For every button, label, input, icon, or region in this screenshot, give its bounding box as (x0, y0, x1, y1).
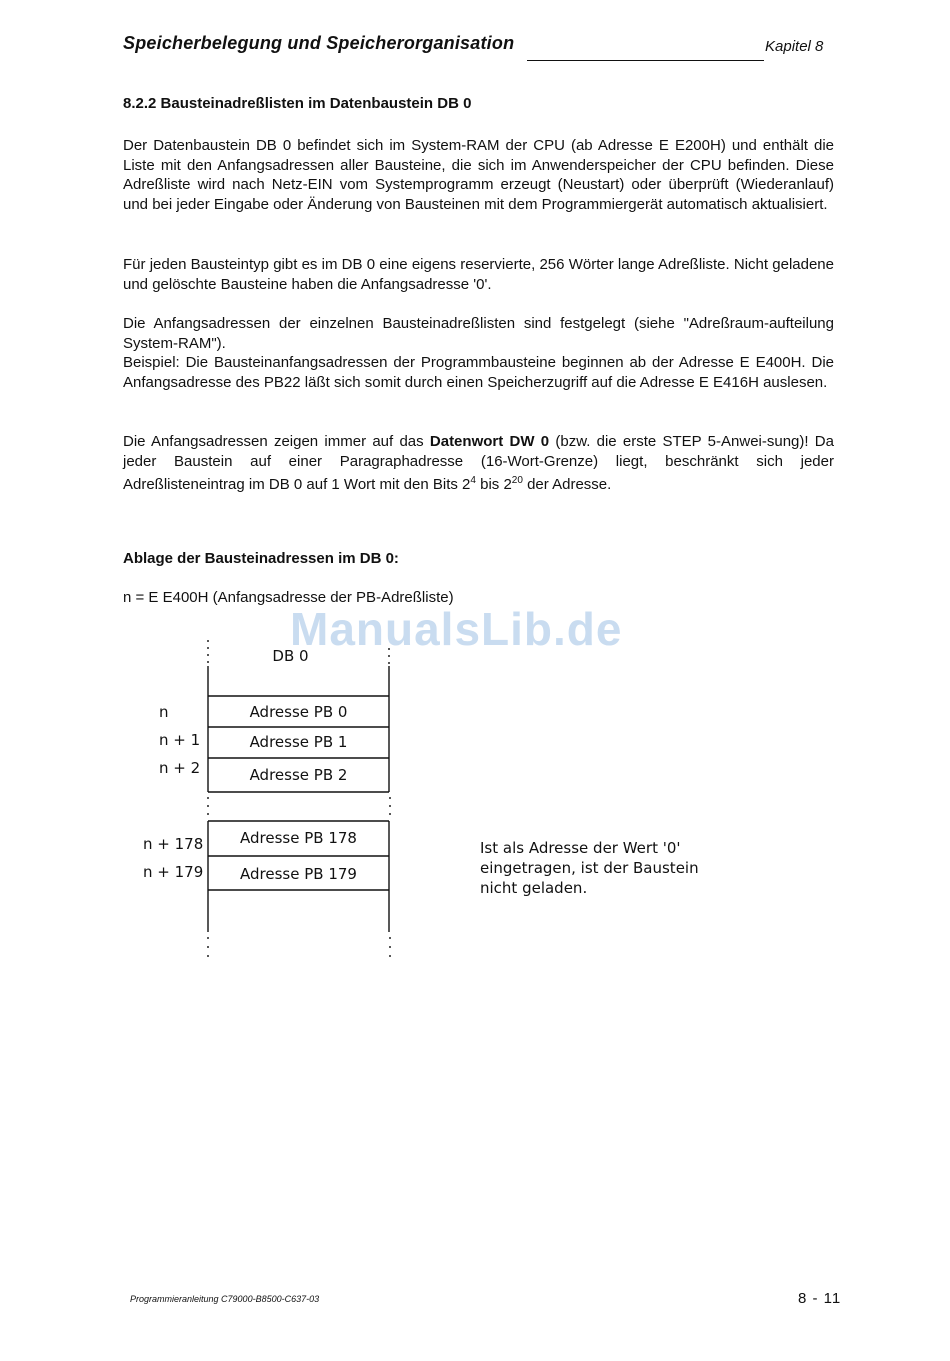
row-label-n179: n + 179 (143, 863, 204, 881)
p4-bold: Datenwort DW 0 (429, 433, 550, 450)
header-title: Speicherbelegung und Speicherorganisation (123, 33, 515, 53)
sub-heading: Ablage der Bausteinadressen im DB 0: (123, 550, 399, 567)
paragraph-1-text: Der Datenbaustein DB 0 befindet sich im System-RAM der CPU (ab Adresse E E200H) und enthält die Liste mit den Anfangsadressen aller Bausteine, die sich im Anwenderspeicher der CPU befinden. Diese Adreßliste wird nach Netz-EIN vom Systemprogramm erzeugt (Neustart) oder überprüft (Wiederanlauf) und bei jeder Eingabe oder Änderung von Bausteinen mit dem Programmiergerät automatisch aktualisiert. (123, 137, 834, 213)
p4-post: der Adresse. (522, 476, 612, 494)
p4-pre: Die Anfangsadressen zeigen immer auf das (123, 433, 430, 450)
row-label-n178: n + 178 (143, 835, 204, 853)
cell-pb179: Adresse PB 179 (240, 865, 357, 883)
watermark: ManualsLib.de (290, 603, 623, 655)
footer-document: Programmieranleitung C79000-B8500-C637-03 (130, 1294, 320, 1304)
cell-pb178: Adresse PB 178 (240, 829, 357, 847)
diagram-note (480, 838, 710, 898)
note-line-3: nicht geladen. (480, 879, 588, 897)
cell-pb1: Adresse PB 1 (249, 733, 348, 751)
row-label-n2: n + 2 (159, 759, 201, 777)
cell-pb0: Adresse PB 0 (249, 703, 348, 721)
paragraph-2-text: Für jeden Bausteintyp gibt es im DB 0 eine eigens reservierte, 256 Wörter lange Adreßliste. Nicht geladene und gelöschte Bausteine haben die Anfangsadresse '0'. (123, 256, 834, 293)
row-label-n1: n + 1 (159, 731, 201, 749)
paragraph-3-text: Die Anfangsadressen der einzelnen Bausteinadreßlisten sind festgelegt (siehe "Adreßraum-aufteilung System-RAM"). (123, 315, 834, 352)
p4-sup2: 20 (511, 475, 523, 487)
row-label-n: n (159, 703, 169, 721)
cell-pb2: Adresse PB 2 (249, 766, 348, 784)
n-definition: n = E E400H (Anfangsadresse der PB-Adreßliste) (123, 589, 454, 606)
note-line-1: Ist als Adresse der Wert '0' (480, 839, 681, 857)
db0-header-label: DB 0 (272, 647, 309, 665)
note-line-2: eingetragen, ist der Baustein (480, 859, 699, 877)
footer-page-number: 8 - 11 (798, 1290, 842, 1307)
p4-mid: (bzw. die erste STEP 5-Anwei-sung)! Da jeder Baustein auf einer Paragraphadresse (16-Wort-Grenze) liegt, beschränkt sich jeder Adreßlisteneintrag im DB 0 auf 1 Wort mit den Bits 2 (123, 433, 834, 494)
header-chapter: Kapitel 8 (765, 38, 824, 55)
paragraph-3-example: Beispiel: Die Bausteinanfangsadressen der Programmbausteine beginnen ab der Adresse E E400H. Die Anfangsadresse des PB22 läßt sich somit durch einen Speicherzugriff auf die Adresse E E416H auslesen. (123, 354, 834, 391)
p4-sup1: 4 (470, 475, 476, 487)
p4-mid2: bis 2 (475, 476, 512, 494)
section-title: 8.2.2 Bausteinadreßlisten im Datenbaustein DB 0 (123, 95, 472, 112)
